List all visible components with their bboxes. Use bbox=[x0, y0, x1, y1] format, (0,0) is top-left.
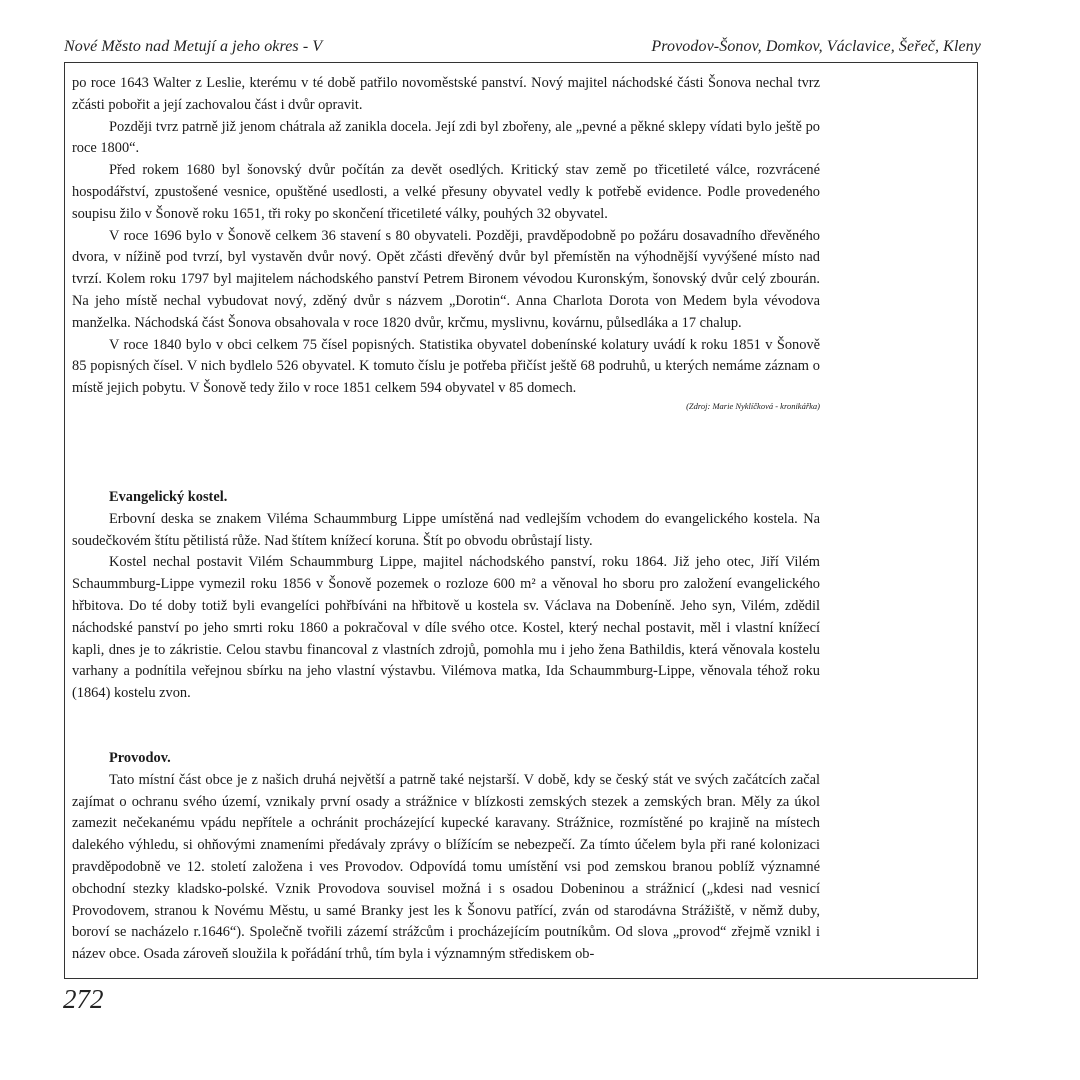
paragraph: V roce 1696 bylo v Šonově celkem 36 stavení s 80 obyvateli. Později, pravděpodobně po požáru dosavadního dřevěného dvora, v nížině pod tvrzí, byl vystavěn dvůr nový. Opět zčásti dřevěný dvůr byl přemístěn na výhodnější vyvýšené místo nad tvrzí. Kolem roku 1797 byl majitelem náchodského panství Petrem Bironem vévodou Kuronským, šonovský dvůr celý zbourán. Na jeho místě nechal vybudovat nový, zděný dvůr s názvem „Dorotin“. Anna Charlota Dorota von Medem byla vévodova manželka. Náchodská část Šonova obsahovala v roce 1820 dvůr, krčmu, myslivnu, kovárnu, půlsedláka a 17 chalup. bbox=[72, 227, 820, 331]
paragraph: Kostel nechal postavit Vilém Schaummburg Lippe, majitel náchodského panství, roku 1864. Již jeho otec, Jiří Vilém Schaummburg-Lippe vymezil roku 1856 v Šonově pozemek o rozloze 600 m² a věnoval ho sboru pro založení evangelického hřbitova. Do té doby totiž byli evangelíci pohřbíváni na hřbitově u kostela sv. Václava na Dobeníně. Jeho syn, Vilém, zdědil náchodské panství po jeho smrti roku 1860 a pokračoval v díle svého otce. Kostel, který nechal postavit, měl i vlastní knížecí kapli, dnes je to zákristie. Celou stavbu financoval z vlastních zdrojů, pomohla mu i jeho žena Bathildis, která věnovala kostelu varhany a podnítila veřejnou sbírku na jeho vlastní výstavbu. Vilémova matka, Ida Schaummburg-Lippe, věnovala téhož roku (1864) kostelu zvon. bbox=[72, 554, 820, 702]
paragraph: Erbovní deska se znakem Viléma Schaummburg Lippe umístěná nad vedlejším vchodem do evangelického kostela. Na soudečkovém štítu pětilistá růže. Nad štítem knížecí koruna. Štít po obvodu obrůstají listy. bbox=[72, 510, 820, 549]
running-header-left: Nové Město nad Metují a jeho okres - V bbox=[64, 38, 323, 55]
running-header-right: Provodov-Šonov, Domkov, Václavice, Šeřeč, Kleny bbox=[651, 38, 981, 55]
paragraph: Tato místní část obce je z našich druhá největší a patrně také nejstarší. V době, kdy se český stát ve svých začátcích začal zajímat o ochranu svého území, vznikaly první osady a strážnice v blízkosti zemských stezek a zemských bran. Měly za úkol zamezit nečekanému vpádu nepřítele a ochránit procházející kupecké karavany. Strážnice, rozmístěné po krajině na místech dalekého výhledu, si ohňovými znameními předávaly zprávy o blížícím se nebezpečí. Za tímto účelem byla při rané kolonizaci pravděpodobně ve 12. století založena i ves Provodov. Odpovídá tomu umístění vsi pod zemskou branou poblíž významné obchodní stezky kladsko-polské. Vznik Provodova souvisel možná i s osadou Dobeninou a strážnicí („kdesi nad vesnicí Provodovem, stranou k Novému Městu, u samé Branky jest les k Šonovu patřící, zván od starodávna Strážiště, v němž duby, boroví se nacházelo r.1646“). Společně tvořili zázemí strážcům i procházejícím poutníkům. Od slova „provod“ zřejmě vznikl i název obce. Osada zároveň sloužila k pořádání trhů, tím byla i významným střediskem ob- bbox=[72, 771, 820, 963]
paragraph: V roce 1840 bylo v obci celkem 75 čísel popisných. Statistika obyvatel dobenínské kolatury uvádí k roku 1851 v Šonově 85 popisných čísel. V nich bydlelo 526 obyvatel. K tomuto číslu je potřeba přičíst ještě 68 podruhů, u kterých nemáme záznam o místě jejich pobytu. V Šonově tedy žilo v roce 1851 celkem 594 obyvatel v 85 domech. bbox=[72, 336, 820, 397]
paragraph: po roce 1643 Walter z Leslie, kterému v té době patřilo novoměstské panství. Nový majitel náchodské části Šonova nechal tvrz zčásti pobořit a její zachovalou část i dvůr opravit. bbox=[72, 75, 820, 113]
text-block-sonov bbox=[72, 73, 820, 412]
source-note: (Zdroj: Marie Nyklíčková - kronikářka) bbox=[686, 400, 820, 411]
section-provodov bbox=[72, 748, 820, 966]
paragraph: Před rokem 1680 byl šonovský dvůr počítán za devět osedlých. Kritický stav země po třicetileté válce, rozvrácené hospodářství, zpustošené vesnice, opuštěné usedlosti, a velké přesuny obyvatel vedly k potřebě evidence. Podle provedeného soupisu žilo v Šonově roku 1651, tři roky po skončení třicetileté války, pouhých 32 obyvatel. bbox=[72, 162, 820, 222]
paragraph: Později tvrz patrně již jenom chátrala až zanikla docela. Její zdi byl zbořeny, ale „pevné a pěkné sklepy vídati bylo ještě po roce 1800“. bbox=[72, 118, 820, 157]
section-title: Provodov. bbox=[109, 750, 171, 766]
section-evangelicky-kostel bbox=[72, 487, 820, 705]
section-title: Evangelický kostel. bbox=[109, 489, 228, 505]
page-number: 272 bbox=[63, 984, 104, 1014]
